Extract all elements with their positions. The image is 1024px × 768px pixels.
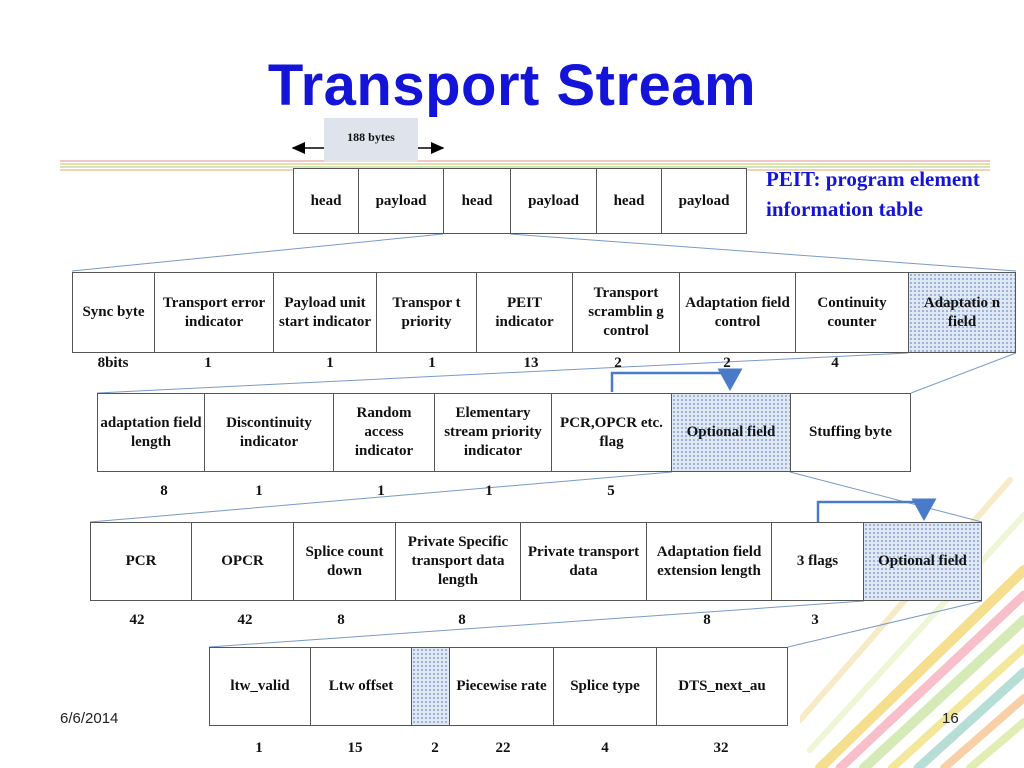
field-private-transport-data: Private transport data: [520, 522, 647, 601]
footer-date: 6/6/2014: [60, 710, 119, 727]
field-transport-priority: Transpor t priority: [376, 272, 477, 353]
bit-count: 13: [523, 355, 539, 371]
bit-count: 8: [160, 483, 168, 499]
bit-count: 1: [255, 483, 263, 499]
bit-count: 8: [337, 612, 345, 628]
flag-to-optional-arrow-1: [612, 373, 730, 392]
field-ltw-valid: ltw_valid: [209, 647, 311, 726]
field-stuffing-byte: Stuffing byte: [790, 393, 911, 472]
field-three-flags: 3 flags: [771, 522, 864, 601]
packet-payload-cell: payload: [661, 168, 747, 234]
field-adaptation-field-extension-length: Adaptation field extension length: [646, 522, 772, 601]
bit-count: 1: [485, 483, 493, 499]
bit-count: 5: [607, 483, 615, 499]
peit-note: PEIT: program element information table: [766, 167, 980, 221]
bit-count: 1: [377, 483, 385, 499]
field-random-access-indicator: Random access indicator: [333, 393, 435, 472]
packet-payload-cell: payload: [510, 168, 597, 234]
bit-count: 2: [723, 355, 731, 371]
packet-size-label: 188 bytes: [347, 130, 395, 144]
field-dts-next-au: DTS_next_au: [656, 647, 788, 726]
bit-count: 1: [204, 355, 212, 371]
bit-count: 1: [428, 355, 436, 371]
field-adaptation-field-control: Adaptation field control: [679, 272, 796, 353]
footer-page-number: 16: [942, 710, 959, 727]
bit-count: 15: [347, 740, 363, 756]
bit-count: 32: [713, 740, 729, 756]
bit-count: 4: [601, 740, 609, 756]
field-opcr: OPCR: [191, 522, 294, 601]
field-optional-field: Optional field: [863, 522, 982, 601]
field-continuity-counter: Continuity counter: [795, 272, 909, 353]
field-elementary-stream-priority-indicator: Elementary stream priority indicator: [434, 393, 552, 472]
expand-line-left-2: [97, 353, 908, 393]
field-reserved: [411, 647, 450, 726]
field-splice-count-down: Splice count down: [293, 522, 396, 601]
field-transport-error-indicator: Transport error indicator: [154, 272, 274, 353]
flag-to-optional-arrow-2: [818, 502, 924, 522]
packet-head-cell: head: [596, 168, 662, 234]
field-payload-unit-start-indicator: Payload unit start indicator: [273, 272, 377, 353]
field-ltw-offset: Ltw offset: [310, 647, 412, 726]
bit-count: 3: [811, 612, 819, 628]
bit-count: 42: [129, 612, 145, 628]
expand-line-left-1: [72, 234, 443, 271]
expand-line-right-1: [510, 234, 1016, 271]
field-splice-type: Splice type: [553, 647, 657, 726]
expand-line-left-4: [209, 601, 864, 647]
field-peit-indicator: PEIT indicator: [476, 272, 573, 353]
bit-count: 1: [255, 740, 263, 756]
bit-count: 22: [495, 740, 511, 756]
bit-count: 8: [703, 612, 711, 628]
field-transport-scrambling-control: Transport scramblin g control: [572, 272, 680, 353]
packet-payload-cell: payload: [358, 168, 444, 234]
packet-head-cell: head: [293, 168, 359, 234]
expand-line-right-2: [911, 353, 1016, 393]
field-optional-field: Optional field: [671, 393, 791, 472]
field-private-specific-transport-data-length: Private Specific transport data length: [395, 522, 521, 601]
bit-count: 8bits: [97, 355, 129, 371]
bit-count: 8: [458, 612, 466, 628]
page-title: Transport Stream: [267, 53, 757, 118]
packet-head-cell: head: [443, 168, 511, 234]
bit-count: 42: [237, 612, 253, 628]
field-adaptation-field: Adaptatio n field: [908, 272, 1016, 353]
field-pcr: PCR: [90, 522, 192, 601]
bit-count: 2: [431, 740, 439, 756]
bit-count: 2: [614, 355, 622, 371]
field-discontinuity-indicator: Discontinuity indicator: [204, 393, 334, 472]
field-adaptation-field-length: adaptation field length: [97, 393, 205, 472]
bit-count: 4: [831, 355, 839, 371]
field-sync-byte: Sync byte: [72, 272, 155, 353]
field-pcr-opcr-flag: PCR,OPCR etc. flag: [551, 393, 672, 472]
field-piecewise-rate: Piecewise rate: [449, 647, 554, 726]
bit-count: 1: [326, 355, 334, 371]
